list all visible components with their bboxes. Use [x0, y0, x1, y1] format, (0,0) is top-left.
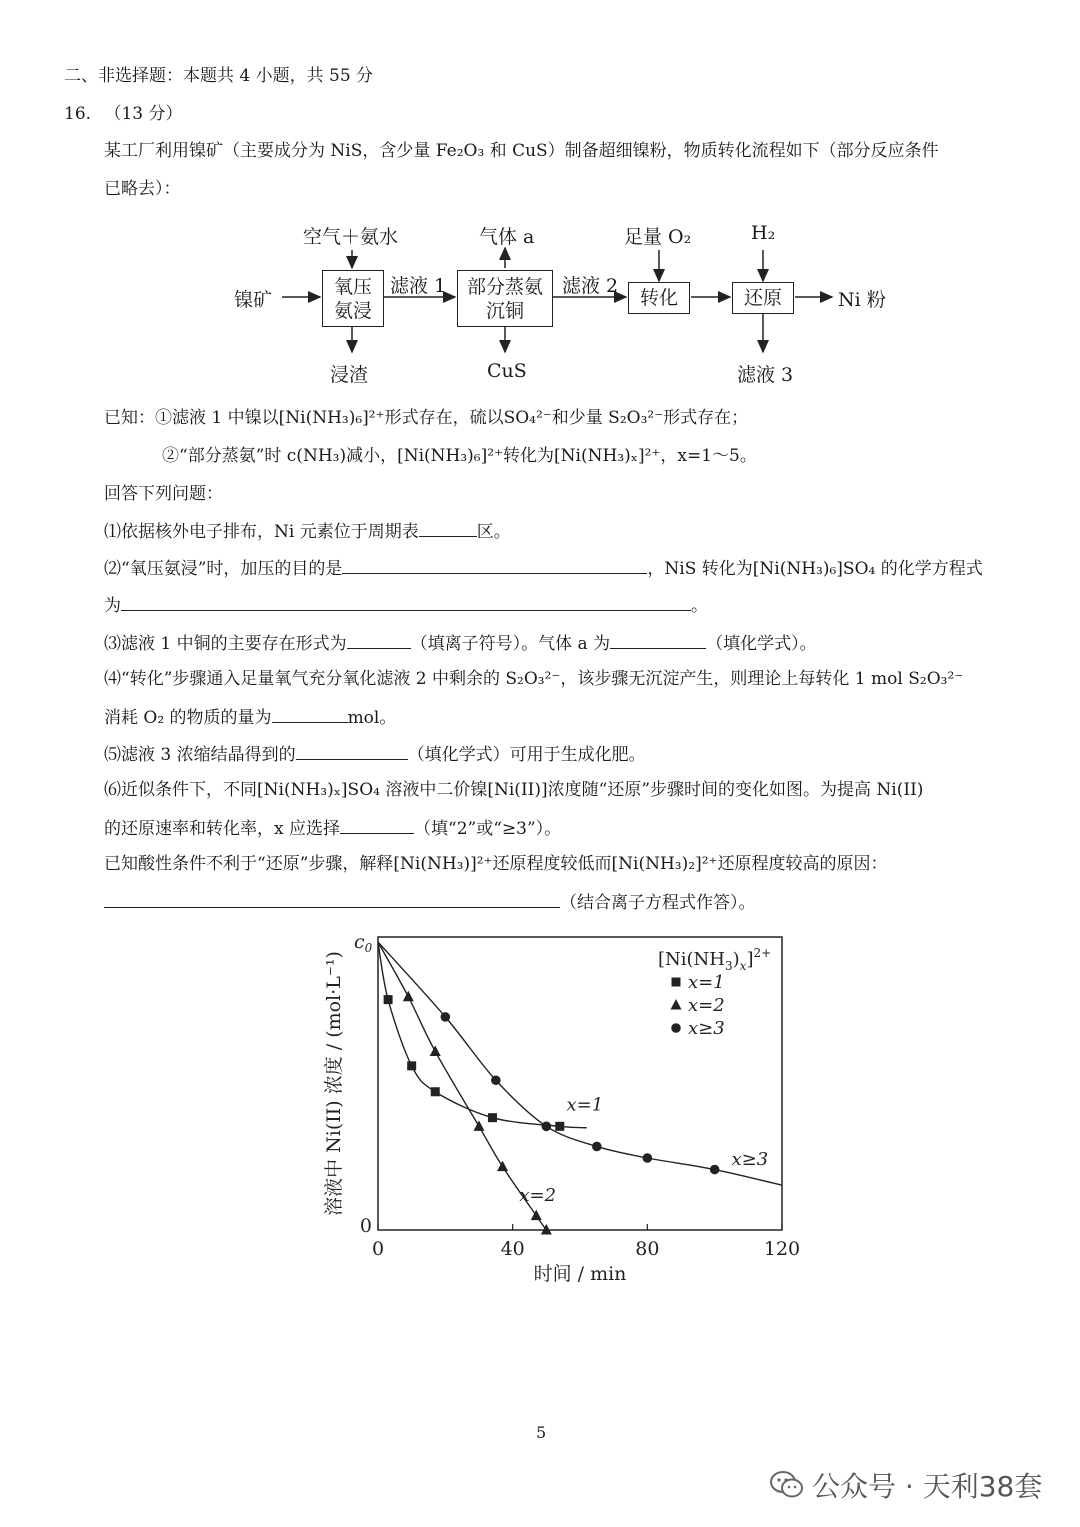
question-points: （13 分）: [104, 104, 183, 124]
q2-text-c: 为: [104, 596, 121, 616]
flow-box-distill-cus: CuS: [487, 360, 527, 382]
q6-text-end: （填“2”或“≥3”）。: [414, 819, 562, 839]
subquestion-4: ⑷“转化”步骤通入足量氧气充分氧化滤液 2 中剩余的 S₂O₃²⁻，该步骤无沉淀产生，则理论上每转化 1 mol S₂O₃²⁻: [104, 669, 964, 689]
flow-box-leach: [322, 270, 384, 327]
flow-box-convert-label: 转化: [639, 287, 678, 309]
series-line-2: [378, 942, 789, 1187]
section-heading: 二、非选择题：本题共 4 小题，共 55 分: [64, 66, 374, 86]
subquestion-6-reason: 已知酸性条件不利于“还原”步骤，解释[Ni(NH₃)]²⁺还原程度较低而[Ni(NH₃)₂]²⁺还原程度较高的原因：: [104, 854, 888, 874]
series-2-point-0: [441, 1012, 451, 1022]
process-flowchart: [0, 0, 1080, 400]
q6-reason-blank[interactable]: [104, 889, 560, 908]
known-line2: ②“部分蒸氨”时 c(NH₃)减小，[Ni(NH₃)₆]²⁺转化为[Ni(NH₃)ₓ]²⁺，x=1～5。: [162, 446, 757, 466]
subquestion-2-cont: [104, 592, 708, 618]
question-intro-line1: 某工厂利用镍矿（主要成分为 NiS，含少量 Fe₂O₃ 和 CuS）制备超细镍粉，物质转化流程如下（部分反应条件: [104, 141, 939, 161]
flow-box-reduce-hydrogen: H₂: [751, 222, 776, 244]
q5-text-end: （填化学式）可用于生成化肥。: [407, 745, 646, 765]
series-2-point-3: [592, 1142, 602, 1152]
concentration-chart: [320, 925, 800, 1285]
legend-entry-2: x≥3: [688, 1018, 725, 1039]
legend-marker-2: [671, 1023, 681, 1033]
q4-text: 消耗 O₂ 的物质的量为: [104, 708, 272, 728]
legend-entry-0: x=1: [688, 972, 725, 993]
flow-arrow-filtrate2: 滤液 2: [562, 275, 619, 297]
x-tick-label-120: 120: [763, 1238, 800, 1260]
flow-box-distill-line2: 沉铜: [485, 299, 524, 322]
x-tick-label-0: 0: [371, 1238, 385, 1260]
flow-box-leach-line2: 氨浸: [333, 299, 372, 322]
q5-answer-blank[interactable]: [296, 741, 408, 760]
q6-choice-blank[interactable]: [340, 815, 414, 834]
q1-answer-blank[interactable]: [419, 518, 477, 537]
series-2-point-2: [542, 1122, 552, 1132]
q5-text: ⑸滤液 3 浓缩结晶得到的: [104, 745, 296, 765]
q1-text: ⑴依据核外电子排布，Ni 元素位于周期表: [104, 522, 419, 542]
flow-box-reduce: [732, 282, 794, 314]
q4-answer-blank[interactable]: [272, 704, 348, 723]
q4-text-end: mol。: [347, 708, 397, 728]
legend-marker-0: [672, 978, 681, 987]
subquestion-4-cont: [104, 704, 396, 730]
flow-box-distill-gas: 气体 a: [479, 226, 535, 248]
series-label-1: x=2: [519, 1185, 557, 1207]
flow-box-reduce-label: 还原: [743, 287, 782, 309]
series-0-point-2: [431, 1087, 440, 1096]
q3-ion-blank[interactable]: [347, 630, 411, 649]
flow-arrow-filtrate1: 滤液 1: [390, 275, 447, 297]
flow-box-leach-residue: 浸渣: [330, 364, 369, 386]
watermark: [770, 1465, 1042, 1505]
subquestion-6: ⑹近似条件下，不同[Ni(NH₃)ₓ]SO₄ 溶液中二价镍[Ni(II)]浓度随“还原”步骤时间的变化如图。为提高 Ni(II): [104, 780, 924, 800]
wechat-icon: [770, 1471, 804, 1499]
subquestion-6-reason-cont: [104, 889, 756, 915]
question-intro-line2: 已略去）：: [104, 179, 181, 199]
flow-box-leach-line1: 氧压: [333, 275, 372, 298]
q6-text-e: （结合离子方程式作答）。: [560, 893, 756, 913]
legend-title: $[Ni(NH_3)_x]^{2+}$: [658, 946, 772, 973]
flow-box-distill: [457, 270, 553, 327]
q3-text-mid: （填离子符号）。气体 a 为: [410, 634, 611, 654]
q2-text: ⑵“氧压氨浸”时，加压的目的是: [104, 559, 343, 579]
flow-box-convert: [628, 282, 690, 314]
series-2-point-5: [710, 1165, 720, 1175]
y-axis-label: 溶液中 Ni(II) 浓度 / (mol·L⁻¹): [323, 951, 345, 1216]
flow-box-convert-oxygen: 足量 O₂: [624, 226, 692, 248]
series-0-point-1: [407, 1061, 416, 1070]
subquestion-3: [104, 630, 817, 656]
series-1-point-3: [497, 1161, 508, 1172]
known-line1: 已知：①滤液 1 中镍以[Ni(NH₃)₆]²⁺形式存在，硫以SO₄²⁻和少量 S₂O₃²⁻形式存在；: [104, 408, 749, 428]
subquestion-2: [104, 555, 983, 581]
legend-marker-1: [671, 999, 682, 1010]
series-2-point-1: [491, 1075, 501, 1085]
series-1-point-2: [474, 1120, 485, 1131]
legend-entry-1: x=2: [688, 995, 725, 1016]
q2-purpose-blank[interactable]: [342, 555, 647, 574]
answer-prompt: 回答下列问题：: [104, 484, 223, 504]
q2-text-mid: ，NiS 转化为[Ni(NH₃)₆]SO₄ 的化学方程式: [647, 559, 983, 579]
x-tick-label-80: 80: [635, 1238, 660, 1260]
q1-text-end: 区。: [476, 522, 511, 542]
flow-input-ore: 镍矿: [234, 289, 273, 311]
series-0-point-4: [555, 1122, 564, 1131]
series-0-point-3: [488, 1113, 497, 1122]
subquestion-5: [104, 741, 646, 767]
y-tick-label-c0: $c_0$: [354, 931, 373, 955]
series-0-point-0: [384, 995, 393, 1004]
subquestion-6-cont: [104, 815, 561, 841]
q3-gas-blank[interactable]: [610, 630, 706, 649]
flowchart-arrows: [0, 0, 1080, 400]
q3-text: ⑶滤液 1 中铜的主要存在形式为: [104, 634, 347, 654]
chart-svg: [320, 925, 800, 1285]
page-number: 5: [536, 1423, 547, 1442]
y-tick-label-0: 0: [359, 1215, 372, 1237]
x-axis-label: 时间 / min: [533, 1263, 627, 1285]
flow-output-ni-powder: Ni 粉: [838, 289, 886, 311]
q6-text: 的还原速率和转化率，x 应选择: [104, 819, 340, 839]
subquestion-1: [104, 518, 511, 544]
flow-box-distill-line1: 部分蒸氨: [466, 275, 543, 298]
watermark-text: 公众号 · 天利38套: [812, 1470, 1043, 1503]
series-label-0: x=1: [566, 1094, 604, 1116]
series-2-point-4: [643, 1153, 653, 1163]
x-tick-label-40: 40: [500, 1238, 525, 1260]
flow-box-reduce-filtrate3: 滤液 3: [737, 364, 794, 386]
series-1-point-1: [430, 1045, 441, 1056]
q3-text-end: （填化学式）。: [706, 634, 817, 654]
series-line-0: [378, 942, 587, 1128]
series-label-2: x≥3: [731, 1149, 769, 1171]
q2-equation-blank[interactable]: [121, 592, 691, 611]
flow-box-leach-input: 空气＋氨水: [303, 226, 399, 248]
q2-text-end: 。: [691, 596, 708, 616]
series-1-point-0: [403, 991, 414, 1002]
question-number-text: 16.: [64, 104, 92, 124]
